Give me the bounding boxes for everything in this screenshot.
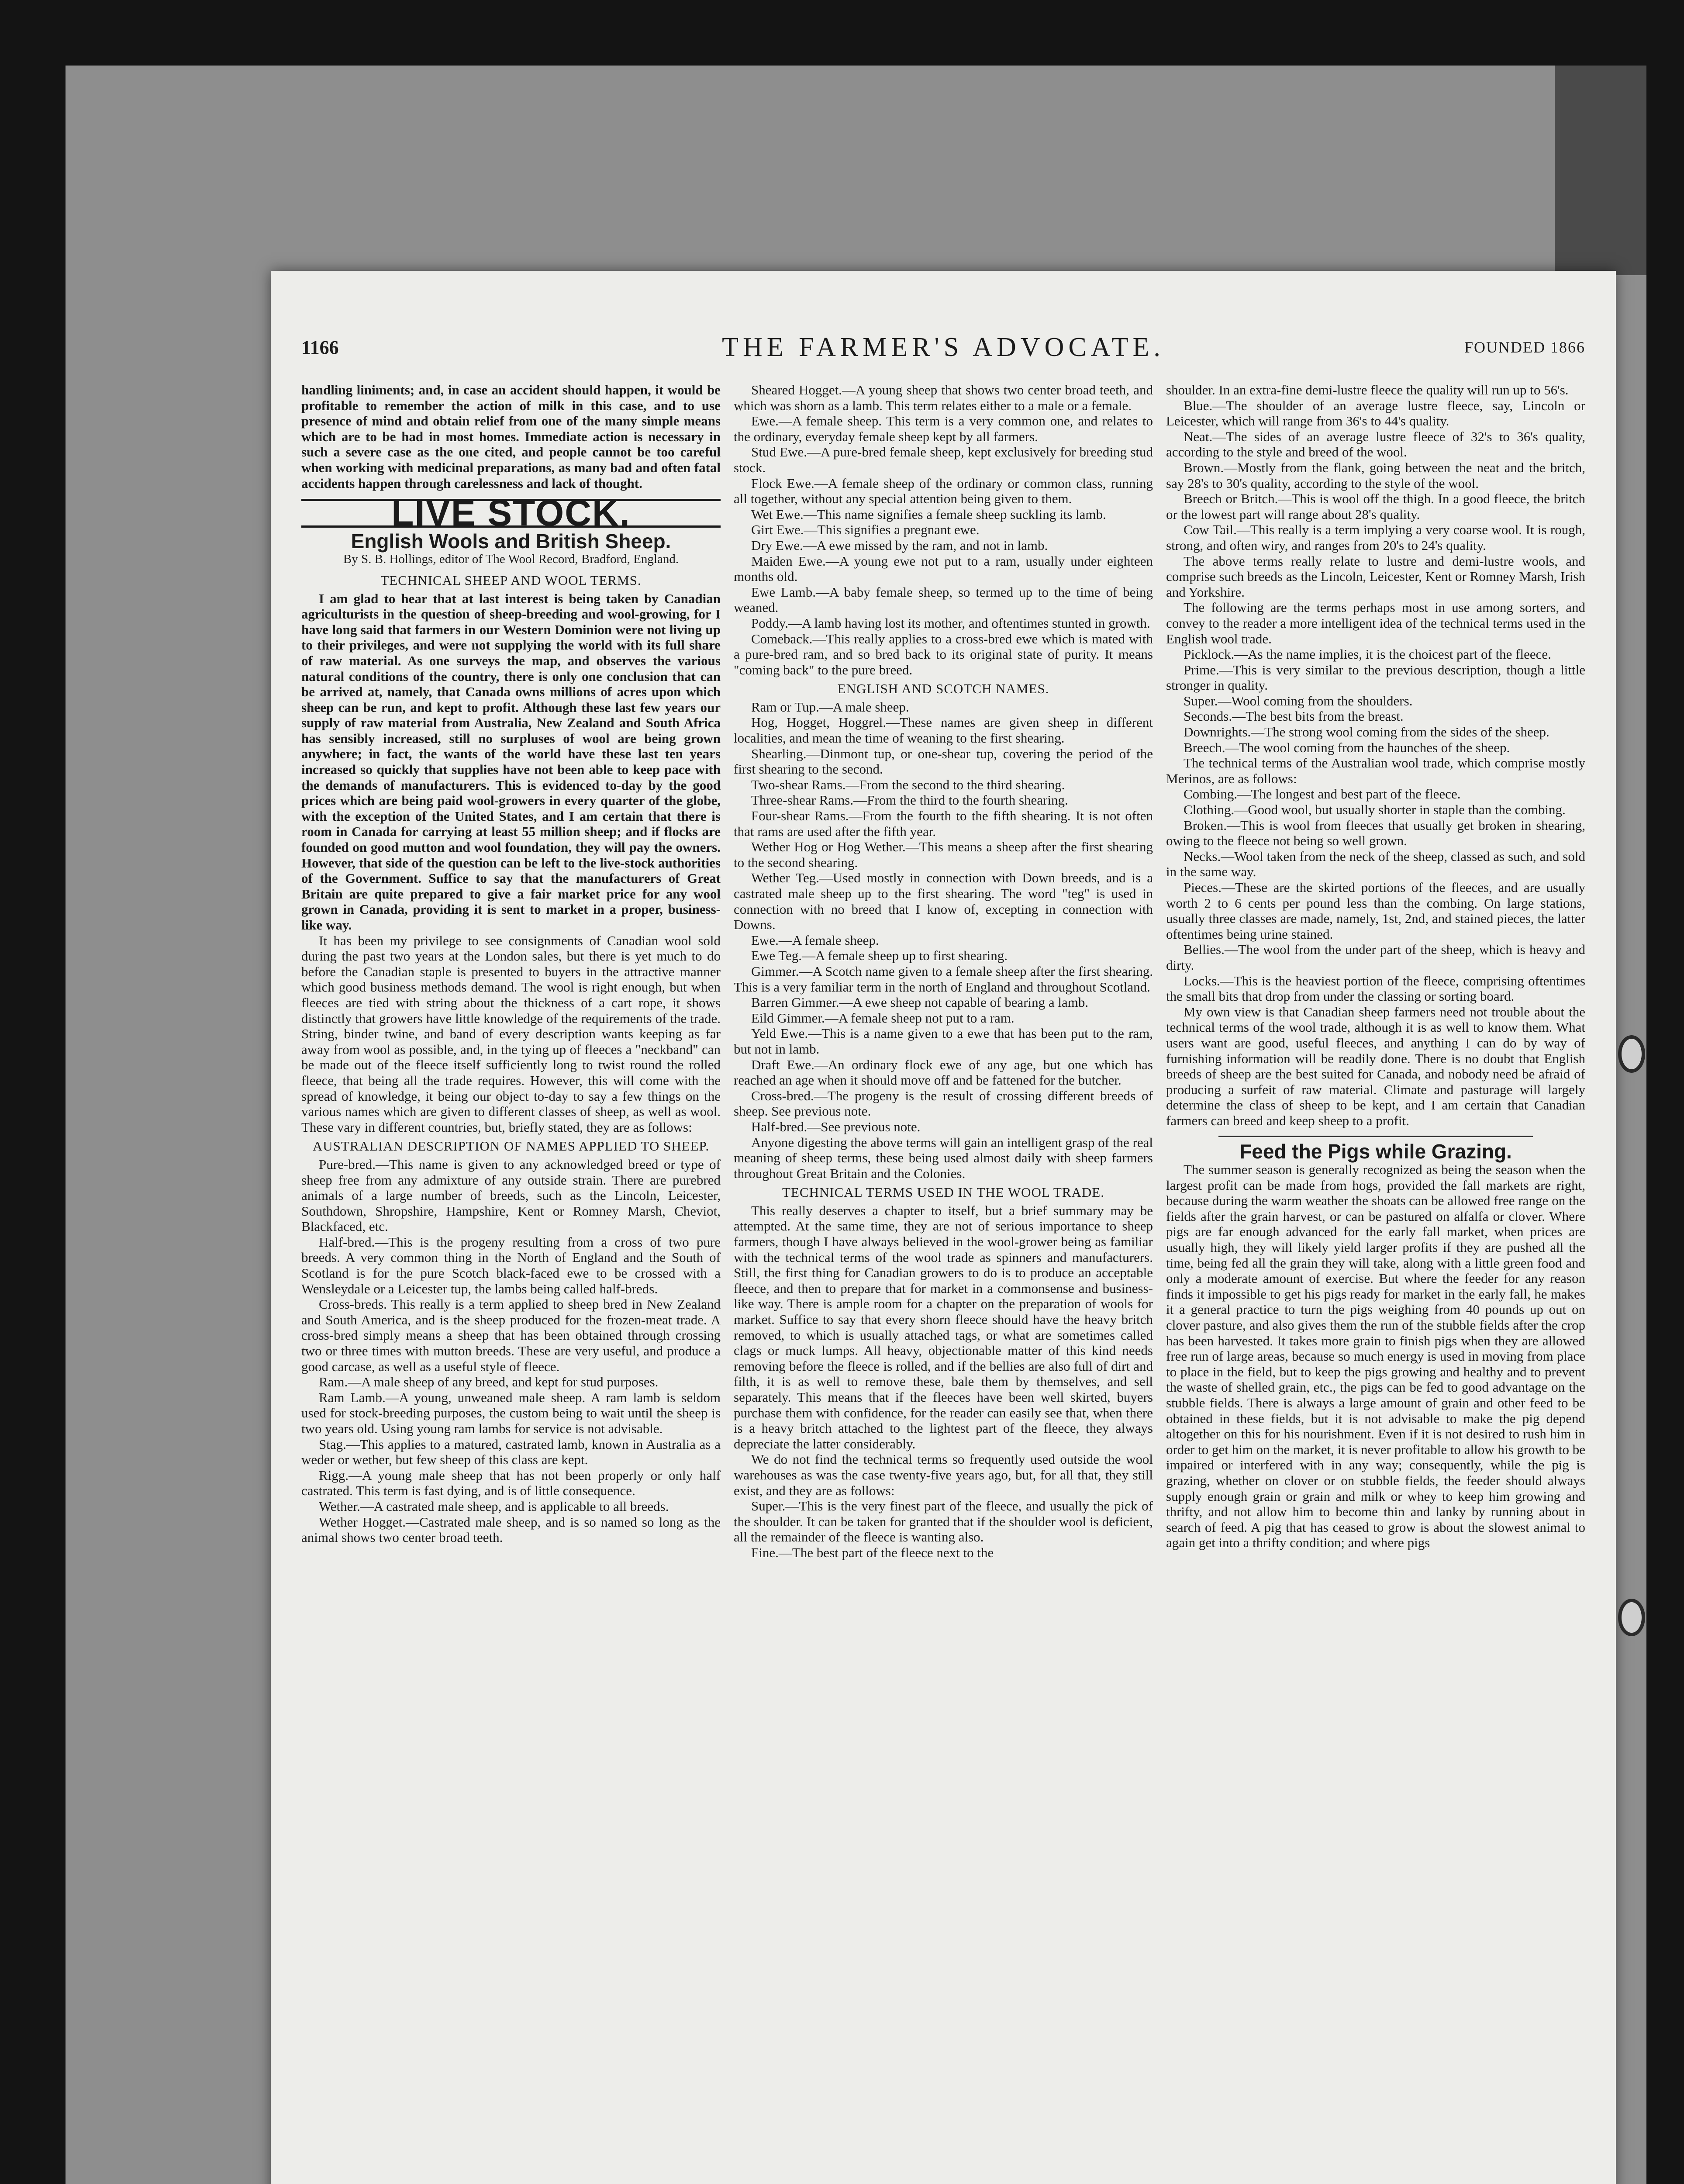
paragraph: This really deserves a chapter to itself, but a brief summary may be attempted. At the same time, they are not of serious importance to sheep farmers, though I have always believed in the wool-grower being as familiar with the technical terms of the wool trade as spinners and manufacturers. Still, the first thing for Canadian growers to do is to produce an acceptable fleece, and then to prepare that for market in a commonsense and business-like way. There is ample room for a chapter on the preparation of wools for market. Suffice to say that every shorn fleece should have the heavy britch removed, to which is usually attached tags, or what are sometimes called clags or muck lumps. All heavy, objectionable matter of this kind needs removing before the fleece is rolled, and if the bellies are also full of dirt and filth, it is as well to remove these, bale them by themselves, and sell separately. This means that if the fleeces have been well skirted, buyers purchase them with confidence, for the reader can easily see that, when there is a heavy britch attached to the lightest part of the fleece, they always depreciate the latter considerably.	[734, 1203, 1153, 1451]
paragraph: Wether Teg.—Used mostly in connection with Down breeds, and is a castrated male sheep up to the first shearing. The word "teg" is used in connection with no breed that I know of, excepting in connection with Downs.	[734, 870, 1153, 933]
paragraph: The technical terms of the Australian wool trade, which comprise mostly Merinos, are as follows:	[1166, 755, 1585, 786]
paragraph: Wet Ewe.—This name signifies a female sheep suckling its lamb.	[751, 506, 1106, 522]
article-title: English Wools and British Sheep.	[351, 529, 671, 553]
paragraph: Shearling.—Dinmont tup, or one-shear tup, covering the period of the first shearing to the second.	[734, 746, 1153, 777]
paragraph: Yeld Ewe.—This is a name given to a ewe that has been put to the ram, but not in lamb.	[734, 1026, 1153, 1057]
binding-edge	[1618, 0, 1653, 2184]
paragraph: Half-bred.—See previous note.	[751, 1119, 921, 1134]
paragraph: Cross-bred.—The progeny is the result of crossing different breeds of sheep. See previous note.	[734, 1088, 1153, 1119]
paragraph: Dry Ewe.—A ewe missed by the ram, and not in lamb.	[751, 537, 1048, 553]
paragraph: Ram Lamb.—A young, unweaned male sheep. A ram lamb is seldom used for stock-breeding purposes, the custom being to wait until the sheep is two years old. Using young ram lambs for service is not advisable.	[301, 1389, 721, 1436]
paragraph: Wether.—A castrated male sheep, and is applicable to all breeds.	[319, 1498, 669, 1514]
paragraph: We do not find the technical terms so frequently used outside the wool warehouses as was the case twenty-five years ago, but, for all that, they still exist, and they are as follows:	[734, 1451, 1153, 1498]
column-2	[734, 382, 1153, 2184]
paragraph: Girt Ewe.—This signifies a pregnant ewe.	[751, 522, 980, 538]
paragraph: It has been my privilege to see consignments of Canadian wool sold during the past two years at the London sales, but there is yet much to do before the Canadian staple is presented to buyers in the attractive manner which good business methods demand. The wool is right enough, but when fleeces are tied with string about the thickness of a cart rope, it shows distinctly that growers have little knowledge of the requirements of the trade. String, binder twine, and band of every description wants keeping as far away from wool as possible, and, in the tying up of fleeces a "neckband" can be made out of the fleece itself sufficiently long to twist round the rolled fleece, that being all the trade requires. However, this will come with the spread of knowledge, it being our object to-day to say a few things on the various names which are given to different classes of sheep, as well as wool. These vary in different countries, but, briefly stated, they are as follows:	[301, 933, 721, 1135]
paragraph: Ewe.—A female sheep. This term is a very common one, and relates to the ordinary, everyday female sheep kept by all farmers.	[734, 413, 1153, 444]
column-3	[1166, 382, 1585, 2184]
paragraph: My own view is that Canadian sheep farmers need not trouble about the technical terms of the wool trade, although it is as well to know them. What users want are good, useful fleeces, and anything I can do by way of furnishing information will be readily done. There is no doubt that English breeds of sheep are the best suited for Canada, and nobody need be afraid of producing a surfeit of raw material. Climate and pasturage will largely determine the class of sheep to be kept, and I am certain that Canadian farmers can breed and keep sheep to a profit.	[1166, 1004, 1585, 1128]
paragraph: Broken.—This is wool from fleeces that usually get broken in shearing, owing to the fleece not being so well grown.	[1166, 817, 1585, 849]
paragraph: Cow Tail.—This really is a term implying a very coarse wool. It is rough, strong, and often wiry, and ranges from 20's to 24's quality.	[1166, 522, 1585, 553]
paragraph: Seconds.—The best bits from the breast.	[1184, 708, 1404, 724]
paragraph: The above terms really relate to lustre and demi-lustre wools, and comprise such breeds as the Lincoln, Leicester, Kent or Romney Marsh, Irish and Yorkshire.	[1166, 553, 1585, 600]
page-header	[301, 332, 1585, 371]
subheading: TECHNICAL TERMS USED IN THE WOOL TRADE.	[782, 1185, 1104, 1200]
paragraph: Poddy.—A lamb having lost its mother, and oftentimes stunted in growth.	[751, 615, 1150, 631]
paragraph: Breech.—The wool coming from the haunches of the sheep.	[1184, 740, 1510, 755]
paragraph: Ram or Tup.—A male sheep.	[751, 699, 909, 715]
paragraph: handling liniments; and, in case an accident should happen, it would be profitable to remember the action of milk in this case, and to use presence of mind and obtain relief from one of the many simple means which are to be had in most homes. Immediate action is necessary in such a severe case as the one cited, and people cannot be too careful when working with medicinal preparations, as many bad and often fatal accidents happen through carelessness and lack of thought.	[301, 382, 721, 491]
paragraph: Draft Ewe.—An ordinary flock ewe of any age, but one which has reached an age when it should move off and be fattened for the butcher.	[734, 1057, 1153, 1088]
paragraph: I am glad to hear that at last interest is being taken by Canadian agriculturists in the question of sheep-breeding and wool-growing, for I have long said that farmers in our Western Dominion were not living up to their privileges, and were not supplying the world with its full share of raw material. As one surveys the map, and observes the various natural conditions of the country, there is only one conclusion that can be arrived at, namely, that Canada owns millions of acres upon which sheep can be run, and kept to profit. Although these last few years our supply of raw material from Australia, New Zealand and South Africa has sensibly increased, still no surpluses of wool are being grown anywhere; in fact, the wants of the world have these last ten years increased so quickly that supplies have not been able to keep pace with the demands of manufacturers. This is evidenced to-day by the good prices which are being paid wool-growers in every quarter of the globe, with the exception of the United States, and I am certain that there is room in Canada for carrying at least 55 million sheep; and if flocks are founded on good mutton and wool foundation, they will pay the owners. However, that side of the question can be left to the live-stock authorities of the Government. Suffice to say that the manufacturers of Great Britain are quite prepared to give a fair market price for any wool grown in Canada, providing it is sent to market in a proper, business-like way.	[301, 591, 721, 933]
founded-note: FOUNDED 1866	[1464, 339, 1585, 356]
paragraph: Picklock.—As the name implies, it is the choicest part of the fleece.	[1184, 646, 1551, 662]
paragraph: Stud Ewe.—A pure-bred female sheep, kept exclusively for breeding stud stock.	[734, 444, 1153, 475]
binding-hole-icon	[1618, 1035, 1645, 1073]
paragraph: Pure-bred.—This name is given to any acknowledged breed or type of sheep free from any admixture of any outside strain. There are purebred animals of a large number of breeds, such as the Lincoln, Leicester, Southdown, Shropshire, Hampshire, Kent or Romney Marsh, Cheviot, Blackfaced, etc.	[301, 1156, 721, 1234]
divider	[1218, 1136, 1533, 1137]
paragraph: Rigg.—A young male sheep that has not been properly or only half castrated. This term is fast dying, and is of little consequence.	[301, 1467, 721, 1499]
paragraph: The summer season is generally recognized as being the season when the largest profit can be made from hogs, provided the fall markets are right, because during the warm weather the shoats can be allowed free range on the fields after the grain harvest, or can be pastured on alfalfa or clover. Where pigs are far enough advanced for the early fall market, when prices are usually high, they will likely yield larger profits if they are pushed all the time, being fed all the grain they will take, along with a little green food and only a moderate amount of exercise. But where the feeder for any reason finds it impossible to get his pigs ready for market in the early fall, he makes it a general practice to turn the pigs weighing from 40 pounds up out on clover pasture, and also gives them the run of the stubble fields after the crop has been harvested. It takes more grain to finish pigs when they are allowed free run of large areas, because so much energy is used in moving from place to place in the field, but to keep the pigs growing and healthy and to prevent the waste of shelled grain, etc., the pigs can be fed to good advantage on the stubble fields. There is always a large amount of grain and other feed to be obtained in these fields, but it is not advisable to make the pig depend altogether on this for his nourishment. Even if it is not desired to rush him in order to get him on the market, it is never profitable to allow his growth to be impaired or interfered with in any way; consequently, while the pig is grazing, whether on clover or on stubble fields, the feeder should always supply enough grain or grain and milk or whey to keep him growing and thrifty, and not allow him to become thin and lanky by running about in search of feed. A pig that has ceased to grow is about the slowest animal to again get into a thrifty condition; and where pigs	[1166, 1162, 1585, 1551]
paragraph: Super.—This is the very finest part of the fleece, and usually the pick of the shoulder. It can be taken for granted that if the shoulder wool is deficient, all the remainder of the fleece is wanting also.	[734, 1498, 1153, 1545]
subheading: ENGLISH AND SCOTCH NAMES.	[837, 681, 1049, 697]
paragraph: Fine.—The best part of the fleece next to the	[751, 1545, 994, 1560]
paragraph: Wether Hog or Hog Wether.—This means a sheep after the first shearing to the second shearing.	[734, 839, 1153, 870]
paragraph: Barren Gimmer.—A ewe sheep not capable of bearing a lamb.	[751, 995, 1089, 1010]
paragraph: Half-bred.—This is the progeny resulting from a cross of two pure breeds. A very common thing in the North of England and the South of Scotland is for the pure Scotch black-faced ewe to be crossed with a Wensleydale or a Leicester tup, the lambs being called half-breds.	[301, 1234, 721, 1296]
article-title: Feed the Pigs while Grazing.	[1239, 1140, 1512, 1163]
subheading: TECHNICAL SHEEP AND WOOL TERMS.	[380, 572, 642, 588]
paragraph: Four-shear Rams.—From the fourth to the fifth shearing. It is not often that rams are used after the fifth year.	[734, 808, 1153, 839]
paragraph: Prime.—This is very similar to the previous description, though a little stronger in quality.	[1166, 662, 1585, 693]
paragraph: Downrights.—The strong wool coming from the sides of the sheep.	[1184, 724, 1549, 740]
paragraph: Locks.—This is the heaviest portion of the fleece, comprising oftentimes the small bits that drop from under the classing or sorting board.	[1166, 973, 1585, 1004]
paragraph: shoulder. In an extra-fine demi-lustre fleece the quality will run up to 56's.	[1166, 382, 1569, 397]
subheading: AUSTRALIAN DESCRIPTION OF NAMES APPLIED TO SHEEP.	[312, 1138, 710, 1154]
masthead-title: THE FARMER'S ADVOCATE.	[722, 332, 1165, 362]
paragraph: Combing.—The longest and best part of the fleece.	[1184, 786, 1461, 802]
paragraph: Ewe.—A female sheep.	[751, 932, 879, 948]
paragraph: Stag.—This applies to a matured, castrated lamb, known in Australia as a weder or wether, but few sheep of this class are kept.	[301, 1436, 721, 1468]
paragraph: Ewe Teg.—A female sheep up to first shearing.	[751, 948, 1008, 964]
section-banner: LIVE STOCK.	[301, 499, 721, 528]
paragraph: Blue.—The shoulder of an average lustre fleece, say, Lincoln or Leicester, which will range from 36's to 44's quality.	[1166, 397, 1585, 429]
paragraph: The following are the terms perhaps most in use among sorters, and convey to the reader a more intelligent idea of the technical terms used in the English wool trade.	[1166, 600, 1585, 646]
paragraph: Ram.—A male sheep of any breed, and kept for stud purposes.	[319, 1374, 659, 1390]
paragraph: Breech or Britch.—This is wool off the thigh. In a good fleece, the britch or the lowest part will range about 28's quality.	[1166, 491, 1585, 522]
paragraph: Eild Gimmer.—A female sheep not put to a ram.	[751, 1010, 1015, 1026]
paragraph: Hog, Hogget, Hoggrel.—These names are given sheep in different localities, and mean the time of weaning to the first shearing.	[734, 715, 1153, 746]
paragraph: Three-shear Rams.—From the third to the fourth shearing.	[751, 792, 1068, 808]
paragraph: Maiden Ewe.—A young ewe not put to a ram, usually under eighteen months old.	[734, 553, 1153, 584]
newspaper-page	[271, 271, 1616, 2184]
paragraph: Gimmer.—A Scotch name given to a female sheep after the first shearing. This is a very familiar term in the north of England and throughout Scotland.	[734, 963, 1153, 995]
paragraph: Ewe Lamb.—A baby female sheep, so termed up to the time of being weaned.	[734, 584, 1153, 615]
byline: By S. B. Hollings, editor of The Wool Record, Bradford, England.	[343, 552, 679, 567]
column-1	[301, 382, 721, 2184]
paragraph: Anyone digesting the above terms will gain an intelligent grasp of the real meaning of sheep terms, these being used almost daily with sheep farmers throughout Great Britain and the Colonies.	[734, 1134, 1153, 1181]
paragraph: Comeback.—This really applies to a cross-bred ewe which is mated with a pure-bred ram, and so bred back to its original state of purity. It means "coming back" to the pure breed.	[734, 631, 1153, 677]
paragraph: Sheared Hogget.—A young sheep that shows two center broad teeth, and which was shorn as a lamb. This term relates either to a male or a female.	[734, 382, 1153, 413]
paragraph: Wether Hogget.—Castrated male sheep, and is so named so long as the animal shows two center broad teeth.	[301, 1514, 721, 1545]
paragraph: Pieces.—These are the skirted portions of the fleeces, and are usually worth 2 to 6 cents per pound less than the combing. On large stations, usually three classes are made, namely, 1st, 2nd, and stained pieces, the latter oftentimes being urine stained.	[1166, 880, 1585, 942]
paragraph: Clothing.—Good wool, but usually shorter in staple than the combing.	[1184, 802, 1566, 818]
paragraph: Two-shear Rams.—From the second to the third shearing.	[751, 777, 1065, 792]
paragraph: Necks.—Wool taken from the neck of the sheep, classed as such, and sold in the same way.	[1166, 848, 1585, 880]
binding-hole-icon	[1618, 1599, 1645, 1636]
paragraph: Super.—Wool coming from the shoulders.	[1184, 693, 1413, 708]
paragraph: Brown.—Mostly from the flank, going between the neat and the britch, say 28's to 30's quality, according to the style of the wool.	[1166, 460, 1585, 491]
paragraph: Flock Ewe.—A female sheep of the ordinary or common class, running all together, without any special attention being given to them.	[734, 475, 1153, 507]
paragraph: Bellies.—The wool from the under part of the sheep, which is heavy and dirty.	[1166, 942, 1585, 973]
paragraph: Neat.—The sides of an average lustre fleece of 32's to 36's quality, according to the style and breed of the wool.	[1166, 429, 1585, 460]
page-number: 1166	[301, 337, 339, 358]
paragraph: Cross-breds. This really is a term applied to sheep bred in New Zealand and South America, and is the sheep produced for the frozen-meat trade. A cross-bred simply means a sheep that has been obtained through crossing two or three times with mutton breeds. These are very useful, and produce a good carcase, as well as a useful style of fleece.	[301, 1296, 721, 1374]
text-columns	[301, 382, 1585, 2184]
